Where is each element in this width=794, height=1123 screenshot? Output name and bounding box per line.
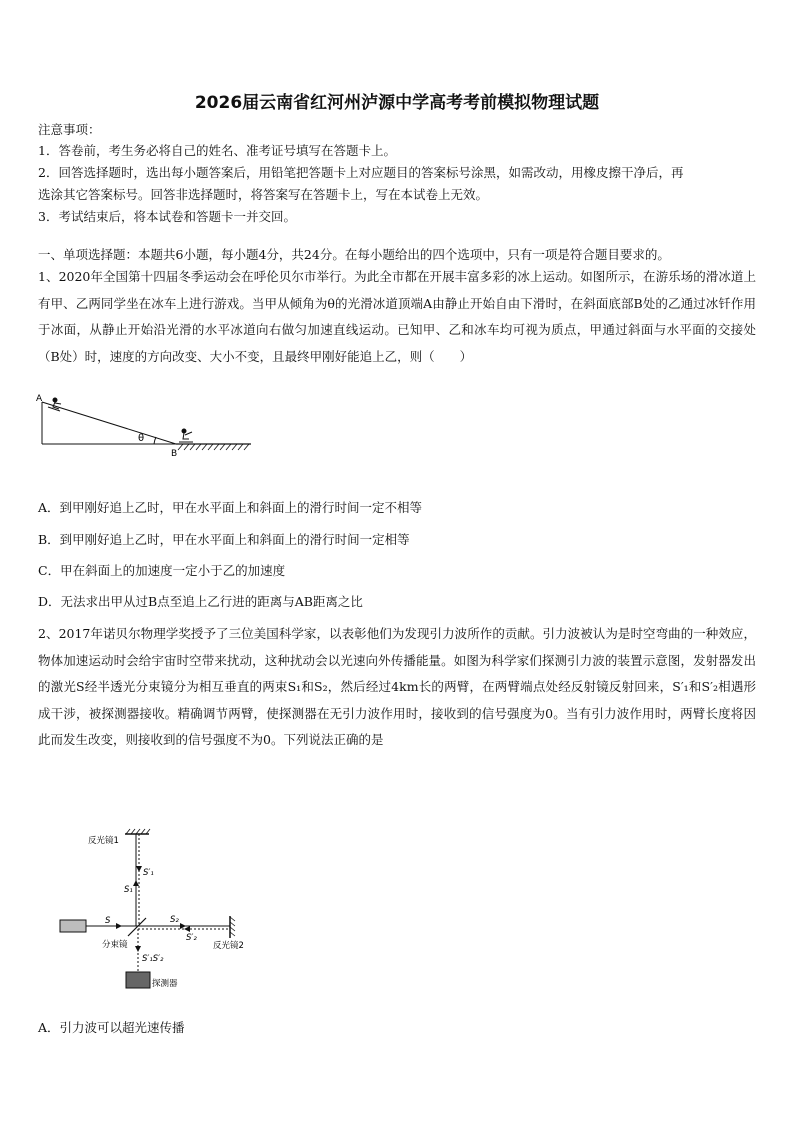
incline-figure — [36, 392, 256, 462]
sled-rider-b-icon — [179, 429, 193, 442]
arrow-detector-icon — [135, 946, 141, 952]
label-b: B — [171, 449, 178, 459]
arrow-s-icon — [116, 923, 122, 929]
exam-title: 2026届云南省红河州泸源中学高考考前模拟物理试题 — [194, 93, 600, 113]
detector-label: 探测器 — [152, 979, 178, 989]
notes-heading: 注意事项： — [38, 122, 101, 137]
mirror-2-label: 反光镜2 — [213, 941, 244, 951]
splitter-label: 分束镜 — [102, 940, 128, 950]
q1-option-a: A．到甲刚好追上乙时，甲在水平面上和斜面上的滑行时间一定不相等 — [38, 500, 423, 515]
arrow-s2-icon — [180, 923, 186, 929]
detector — [126, 972, 150, 988]
laser-source — [60, 920, 86, 932]
label-s2: S₂ — [170, 915, 179, 925]
note-item: 3．考试结束后，将本试卷和答题卡一并交回。 — [38, 209, 296, 224]
arrow-s1p-icon — [136, 866, 142, 872]
question-1-stem: 1、2020年全国第十四届冬季运动会在呼伦贝尔市举行。为此全市都在开展丰富多彩的冰上运动。如图所示，在游乐场的滑冰道上有甲、乙两同学坐在冰车上进行游戏。当甲从倾角为θ的光滑冰道顶端A由静止开始自由下滑时，在斜面底部B处的乙通过冰钎作用于冰面，从静止开始沿光滑的水平冰道向右做匀加速直线运动。已知甲、乙和冰车均可视为质点，甲通过斜面与水平面的交接处（B处）时，速度的方向改变、大小不变，且最终甲刚好能追上乙，则（ ） — [38, 269, 756, 364]
label-s1s2: S′₁S′₂ — [142, 954, 164, 964]
note-item: 1．答卷前，考生务必将自己的姓名、准考证号填写在答题卡上。 — [38, 143, 396, 158]
ground-hatching — [178, 444, 249, 450]
mirror-1-label: 反光镜1 — [88, 836, 119, 846]
note-item: 2．回答选择题时，选出每小题答案后，用铅笔把答题卡上对应题目的答案标号涂黑，如需改动，用橡皮擦干净后，再 — [38, 165, 684, 180]
note-item: 选涂其它答案标号。回答非选择题时，将答案写在答题卡上，写在本试卷上无效。 — [38, 187, 489, 202]
arrow-s2p-icon — [184, 926, 190, 932]
angle-arc — [154, 437, 156, 444]
q1-option-b: B．到甲刚好追上乙时，甲在水平面上和斜面上的滑行时间一定相等 — [38, 532, 410, 547]
label-s2p: S′₂ — [186, 933, 197, 943]
section-heading: 一、单项选择题：本题共6小题，每小题4分，共24分。在每小题给出的四个选项中，只有一项是符合题目要求的。 — [38, 247, 670, 262]
q2-option-a: A．引力波可以超光速传播 — [38, 1020, 185, 1035]
beam-splitter — [128, 918, 146, 936]
label-s1p: S′₁ — [143, 868, 154, 878]
label-s: S — [105, 916, 111, 926]
label-a: A — [36, 394, 43, 404]
question-2-stem: 2、2017年诺贝尔物理学奖授予了三位美国科学家，以表彰他们为发现引力波所作的贡献。引力波被认为是时空弯曲的一种效应，物体加速运动时会给宇宙时空带来扰动，这种扰动会以光速向外传播能量。如图为科学家们探测引力波的装置示意图，发射器发出的激光S经半透光分束镜分为相互垂直的两束S₁和S₂，然后经过4km长的两臂，在两臂端点处经反射镜反射回来，S′₁和S′₂相遇形成干涉，被探测器接收。精确调节两臂，使探测器在无引力波作用时，接收到的信号强度为0。当有引力波作用时，两臂长度将因此而发生改变，则接收到的信号强度不为0。下列说法正确的是 — [38, 626, 756, 747]
arrow-s1-icon — [133, 880, 139, 886]
interferometer-figure — [58, 826, 268, 998]
q1-option-c: C．甲在斜面上的加速度一定小于乙的加速度 — [38, 563, 286, 578]
label-s1: S₁ — [124, 885, 133, 895]
label-theta: θ — [138, 433, 145, 444]
q1-option-d: D．无法求出甲从过B点至追上乙行进的距离与AB距离之比 — [38, 594, 363, 609]
